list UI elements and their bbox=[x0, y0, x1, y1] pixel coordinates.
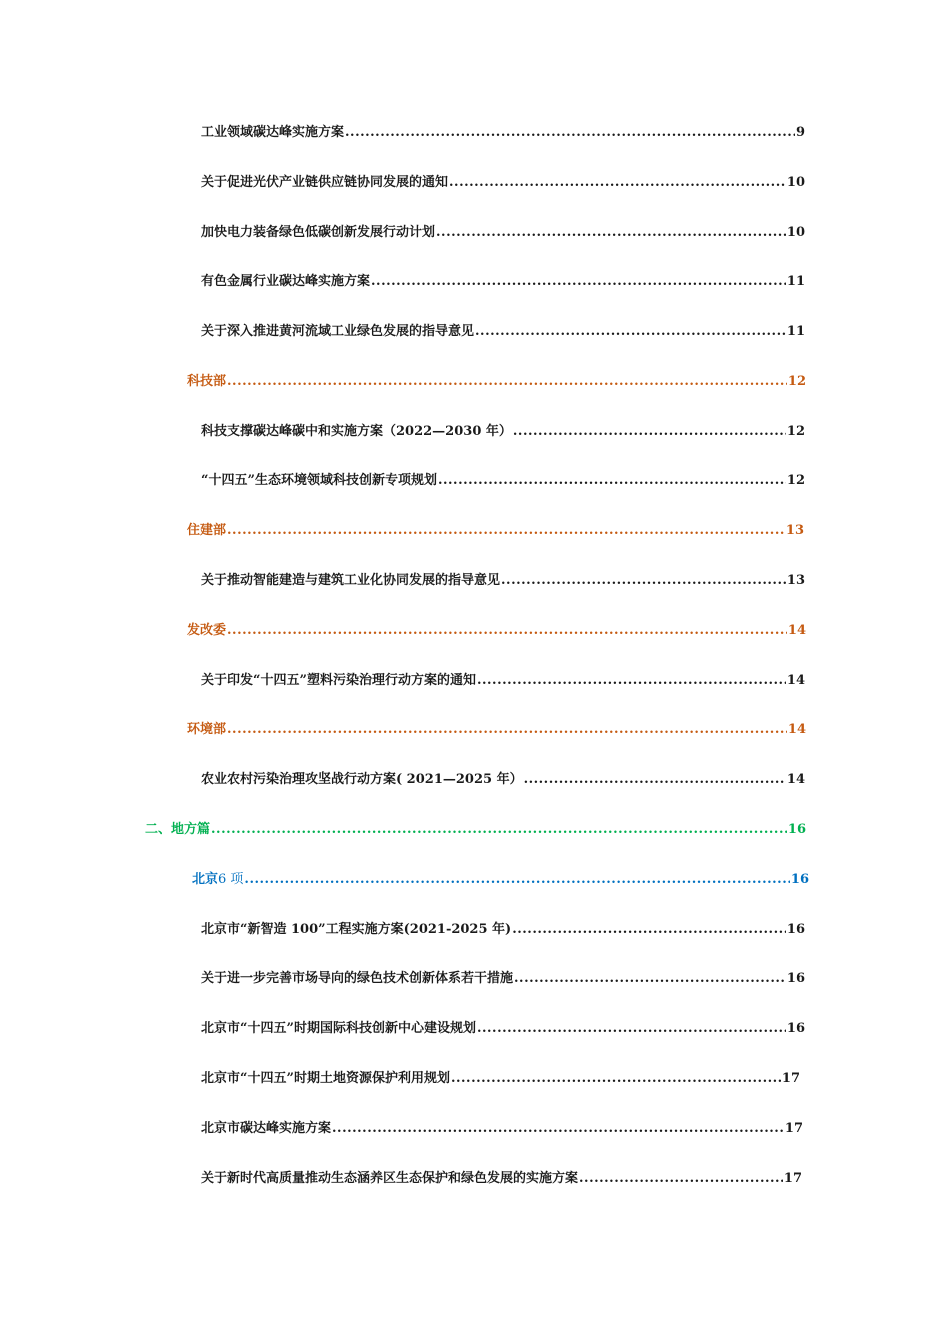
toc-section-page: 13 bbox=[785, 523, 804, 538]
toc-entry-page: 10 bbox=[786, 225, 805, 240]
toc-leader-dots bbox=[227, 372, 787, 392]
toc-leader-dots bbox=[513, 422, 786, 442]
toc-entry-title: 农业农村污染治理攻坚战行动方案( 2021—2025 年） bbox=[201, 772, 523, 787]
toc-leader-dots bbox=[475, 322, 786, 342]
toc-leader-dots bbox=[332, 1119, 784, 1139]
toc-entry-page: 17 bbox=[784, 1121, 803, 1136]
toc-entry-page: 11 bbox=[786, 274, 805, 289]
toc-entry-title: 关于新时代高质量推动生态涵养区生态保护和绿色发展的实施方案 bbox=[201, 1171, 579, 1186]
toc-section-heading[interactable] bbox=[187, 372, 806, 392]
toc-leader-dots bbox=[211, 820, 787, 840]
toc-section-heading[interactable] bbox=[187, 621, 806, 641]
toc-entry[interactable] bbox=[201, 223, 805, 243]
toc-entry[interactable] bbox=[201, 1169, 802, 1189]
toc-entry-page: 16 bbox=[786, 1021, 805, 1036]
toc-entry-title: 北京市碳达峰实施方案 bbox=[201, 1121, 332, 1136]
toc-section-title: 发改委 bbox=[187, 623, 227, 638]
toc-entry[interactable] bbox=[201, 969, 805, 989]
toc-leader-dots bbox=[524, 770, 786, 790]
toc-section-page: 14 bbox=[787, 623, 806, 638]
toc-entry[interactable] bbox=[201, 920, 805, 940]
toc-section-heading[interactable] bbox=[187, 720, 806, 740]
toc-entry-title: 关于推动智能建造与建筑工业化协同发展的指导意见 bbox=[201, 573, 501, 588]
toc-entry-page: 16 bbox=[786, 922, 805, 937]
toc-section-page: 14 bbox=[787, 722, 806, 737]
toc-leader-dots bbox=[436, 223, 786, 243]
toc-region-page: 16 bbox=[790, 872, 809, 887]
toc-entry-page: 12 bbox=[786, 473, 805, 488]
toc-leader-dots bbox=[579, 1169, 783, 1189]
toc-leader-dots bbox=[227, 720, 787, 740]
toc-entry-title: 有色金属行业碳达峰实施方案 bbox=[201, 274, 371, 289]
toc-part-title: 二、地方篇 bbox=[145, 822, 211, 837]
toc-entry-title: “十四五”生态环境领域科技创新专项规划 bbox=[201, 473, 437, 488]
toc-entry[interactable] bbox=[201, 272, 805, 292]
toc-entry-title: 关于深入推进黄河流域工业绿色发展的指导意见 bbox=[201, 324, 475, 339]
toc-entry[interactable] bbox=[201, 173, 805, 193]
toc-entry-title: 科技支撑碳达峰碳中和实施方案（2022—2030 年） bbox=[201, 424, 512, 439]
toc-leader-dots bbox=[371, 272, 786, 292]
toc-entry[interactable] bbox=[201, 1119, 803, 1139]
toc-leader-dots bbox=[227, 521, 785, 541]
toc-leader-dots bbox=[345, 123, 795, 143]
toc-entry-page: 9 bbox=[795, 125, 805, 140]
toc-part-heading[interactable] bbox=[145, 820, 806, 840]
toc-section-title: 住建部 bbox=[187, 523, 227, 538]
toc-entry-page: 14 bbox=[786, 772, 805, 787]
toc-entry-title: 北京市“十四五”时期国际科技创新中心建设规划 bbox=[201, 1021, 476, 1036]
toc-entry-page: 16 bbox=[786, 971, 805, 986]
toc-entry-page: 12 bbox=[786, 424, 805, 439]
toc-entry[interactable] bbox=[201, 1069, 800, 1089]
toc-entry[interactable] bbox=[201, 671, 805, 691]
toc-section-title: 科技部 bbox=[187, 374, 227, 389]
toc-leader-dots bbox=[244, 870, 789, 890]
toc-leader-dots bbox=[501, 571, 786, 591]
toc-entry-title: 北京市“十四五”时期土地资源保护利用规划 bbox=[201, 1071, 450, 1086]
toc-leader-dots bbox=[477, 1019, 786, 1039]
toc-entry-title: 北京市“新智造 100”工程实施方案(2021-2025 年) bbox=[201, 922, 512, 937]
toc-leader-dots bbox=[514, 969, 786, 989]
toc-entry-title: 加快电力装备绿色低碳创新发展行动计划 bbox=[201, 225, 436, 240]
toc-region-count: 6 项 bbox=[218, 872, 244, 887]
toc-entry-page: 14 bbox=[786, 673, 805, 688]
toc-entry-page: 17 bbox=[781, 1071, 800, 1086]
toc-entry-page: 10 bbox=[786, 175, 805, 190]
toc-leader-dots bbox=[438, 471, 786, 491]
toc-entry[interactable] bbox=[201, 422, 805, 442]
toc-region-heading[interactable] bbox=[192, 870, 809, 890]
toc-entry[interactable] bbox=[201, 123, 805, 143]
toc-entry-title: 关于印发“十四五”塑料污染治理行动方案的通知 bbox=[201, 673, 476, 688]
toc-entry-title: 工业领域碳达峰实施方案 bbox=[201, 125, 345, 140]
toc-entry-title: 关于进一步完善市场导向的绿色技术创新体系若干措施 bbox=[201, 971, 514, 986]
toc-entry[interactable] bbox=[201, 770, 805, 790]
toc-entry-page: 13 bbox=[786, 573, 805, 588]
toc-leader-dots bbox=[227, 621, 787, 641]
toc-section-heading[interactable] bbox=[187, 521, 804, 541]
toc-entry-page: 11 bbox=[786, 324, 805, 339]
toc-region-title bbox=[192, 870, 243, 890]
toc-entry[interactable] bbox=[201, 1019, 805, 1039]
toc-entry-page: 17 bbox=[783, 1171, 802, 1186]
toc-section-title: 环境部 bbox=[187, 722, 227, 737]
toc-leader-dots bbox=[477, 671, 786, 691]
toc-leader-dots bbox=[451, 1069, 781, 1089]
toc-leader-dots bbox=[512, 920, 786, 940]
toc-entry[interactable] bbox=[201, 571, 805, 591]
toc-leader-dots bbox=[449, 173, 786, 193]
toc-entry[interactable] bbox=[201, 322, 805, 342]
toc-part-page: 16 bbox=[787, 822, 806, 837]
toc-entry[interactable] bbox=[201, 471, 805, 491]
toc-region-name: 北京 bbox=[192, 872, 219, 887]
toc-entry-title: 关于促进光伏产业链供应链协同发展的通知 bbox=[201, 175, 449, 190]
toc-section-page: 12 bbox=[787, 374, 806, 389]
